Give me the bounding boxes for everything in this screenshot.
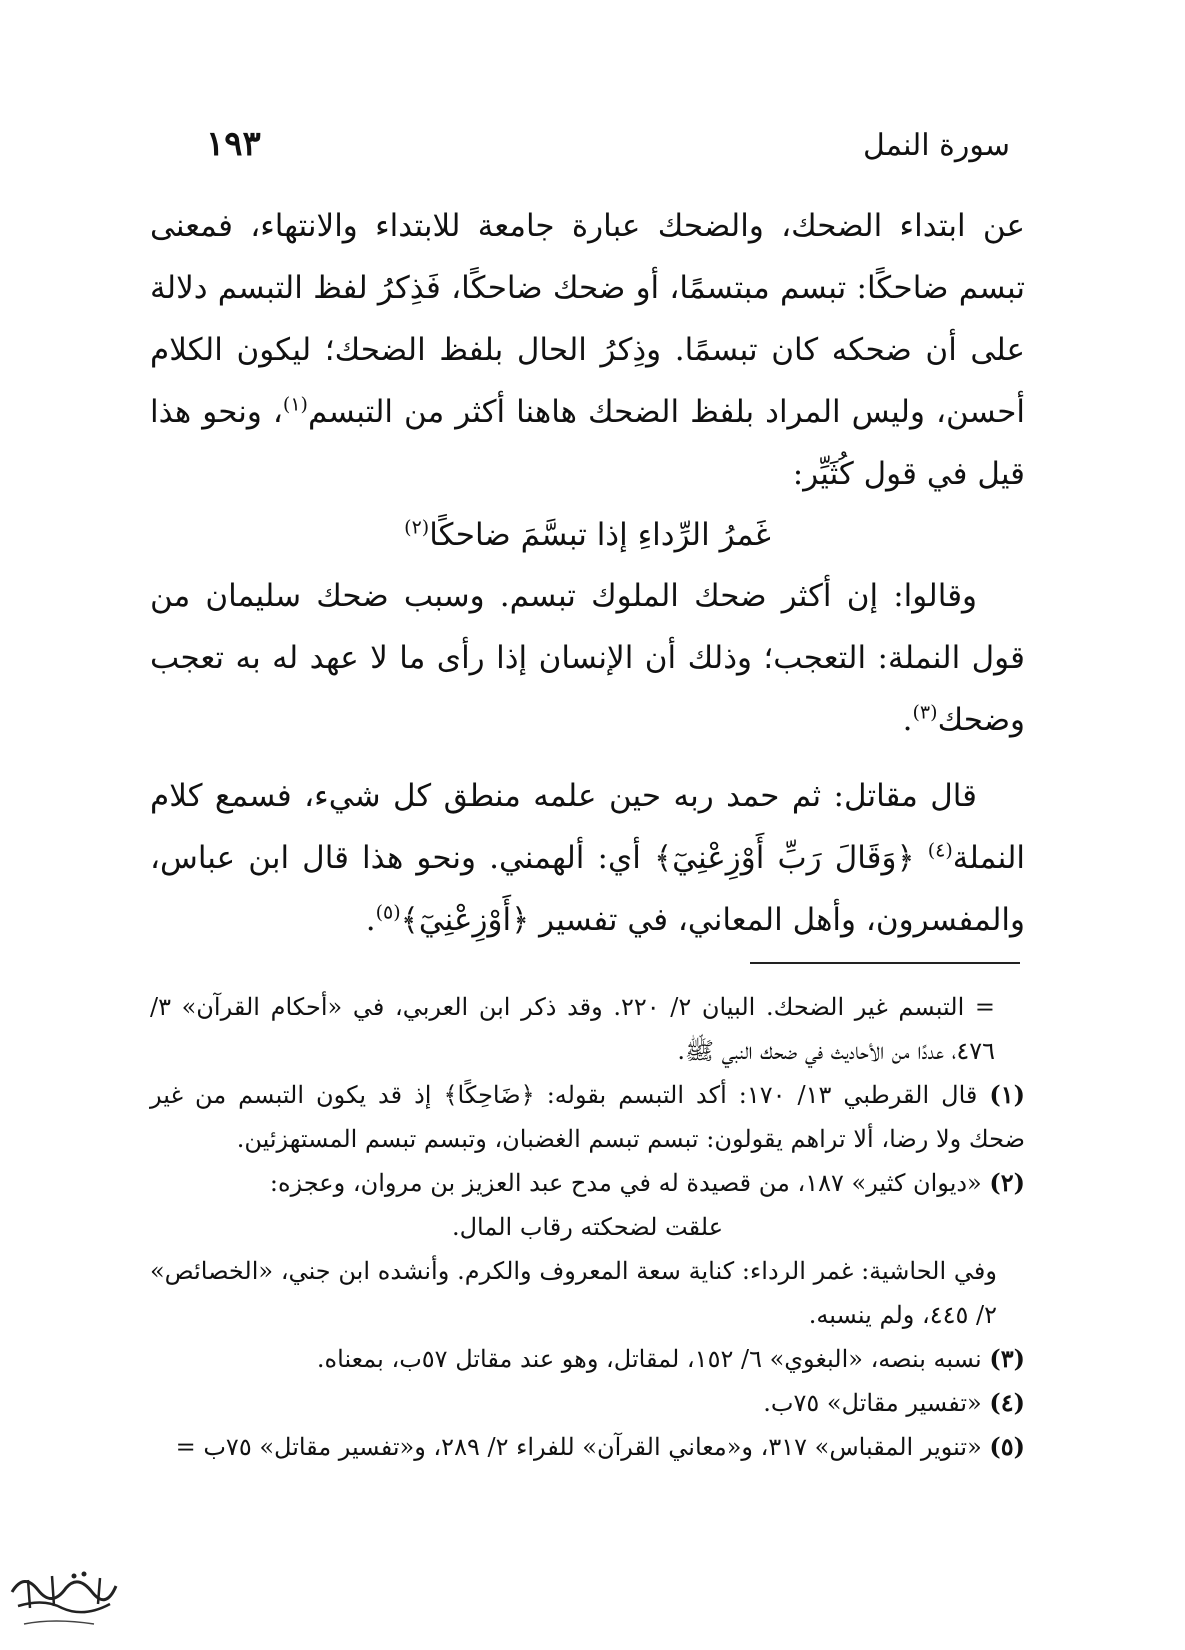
calligraphy-logo	[4, 1562, 122, 1638]
footnote-ref-2: (٢)	[404, 516, 430, 539]
quran-quote-2: ﴿أَوْزِعْنِيٓ﴾	[400, 902, 530, 938]
footnote-3-number: (٣)	[989, 1344, 1025, 1373]
paragraph-2	[150, 565, 1025, 751]
paragraph-2-text: وقالوا: إن أكثر ضحك الملوك تبسم. وسبب ضحك سليمان من قول النملة: التعجب؛ وذلك أن الإنسان إذا رأى ما لا عهد له به تعجب وضحك	[150, 578, 1025, 738]
footnote-5	[150, 1425, 1025, 1469]
paragraph-2-end: .	[902, 702, 913, 738]
footnote-separator	[750, 962, 1020, 964]
footnote-1	[150, 1073, 1025, 1161]
footnotes	[150, 985, 1025, 1469]
quran-quote-1: ﴿وَقَالَ رَبِّ أَوْزِعْنِيٓ﴾	[640, 840, 928, 876]
paragraph-1-tail: ، ونحو هذا قيل في قول كُثَيِّر:	[150, 394, 1025, 492]
footnote-3	[150, 1337, 1025, 1381]
footnote-2-verse: علقت لضحكته رقاب المال.	[451, 1213, 724, 1241]
footnote-5-text: «تنوير المقباس» ٣١٧، و«معاني القرآن» للفراء ٢/ ٢٨٩، و«تفسير مقاتل» ٧٥ب =	[175, 1433, 982, 1461]
page-header	[150, 118, 1010, 178]
paragraph-1	[150, 195, 1025, 505]
verse-text: غَمرُ الرِّداءِ إذا تبسَّمَ ضاحكًا	[429, 517, 771, 553]
footnote-2	[150, 1161, 1025, 1205]
footnote-2-text: «ديوان كثير» ١٨٧، من قصيدة له في مدح عبد العزيز بن مروان، وعجزه:	[269, 1169, 982, 1197]
footnote-1-text: قال القرطبي ١٣/ ١٧٠: أكد التبسم بقوله: ﴿ضَاحِكًا﴾ إذ قد يكون التبسم من غير ضحك ولا رضا، ألا تراهم يقولون: تبسم تبسم الغضبان، وتبسم تبسم المستهزئين.	[150, 1081, 1025, 1153]
paragraph-3	[150, 765, 1025, 951]
surah-title: سورة النمل	[863, 128, 1010, 163]
footnote-4-number: (٤)	[989, 1388, 1025, 1417]
paragraph-1-text: عن ابتداء الضحك، والضحك عبارة جامعة للابتداء والانتهاء، فمعنى تبسم ضاحكًا: تبسم مبتسمًا، أو ضحك ضاحكًا، فَذِكرُ لفظ التبسم دلالة على أن ضحكه كان تبسمًا. وذِكرُ الحال بلفظ الضحك؛ ليكون الكلام أحسن، وليس المراد بلفظ الضحك هاهنا أكثر من التبسم	[150, 208, 1025, 430]
footnote-3-text: نسبه بنصه، «البغوي» ٦/ ١٥٢، لمقاتل، وهو عند مقاتل ٥٧ب، بمعناه.	[316, 1345, 982, 1373]
main-text	[150, 195, 1025, 951]
paragraph-3-end: .	[365, 902, 376, 938]
poetry-verse	[150, 505, 1025, 565]
footnote-ref-1: (١)	[282, 393, 308, 416]
footnote-2-more: وفي الحاشية: غمر الرداء: كناية سعة المعروف والكرم. وأنشده ابن جني، «الخصائص» ٢/ ٤٤٥، ولم ينسبه.	[150, 1257, 997, 1329]
footnote-5-number: (٥)	[989, 1432, 1025, 1461]
footnote-ref-3: (٣)	[912, 701, 938, 724]
footnote-ref-5: (٥)	[375, 901, 401, 924]
page-number: ١٩٣	[206, 124, 261, 164]
footnote-4	[150, 1381, 1025, 1425]
paragraph-3-text-b: أي: ألهمني. ونحو هذا قال ابن عباس، والمفسرون، وأهل المعاني، في تفسير	[150, 840, 1025, 938]
footnote-ref-4: (٤)	[927, 839, 953, 862]
footnote-1-number: (١)	[989, 1080, 1025, 1109]
paragraph-3-text-a: قال مقاتل: ثم حمد ربه حين علمه منطق كل شيء، فسمع كلام النملة	[150, 778, 1025, 876]
footnote-continuation: = التبسم غير الضحك. البيان ٢/ ٢٢٠. وقد ذكر ابن العربي، في «أحكام القرآن» ٣/ ٤٧٦، عددًا من الأحاديث في ضحك النبي ﷺ.	[150, 993, 996, 1065]
footnote-2-number: (٢)	[989, 1168, 1025, 1197]
footnote-4-text: «تفسير مقاتل» ٧٥ب.	[763, 1389, 982, 1417]
